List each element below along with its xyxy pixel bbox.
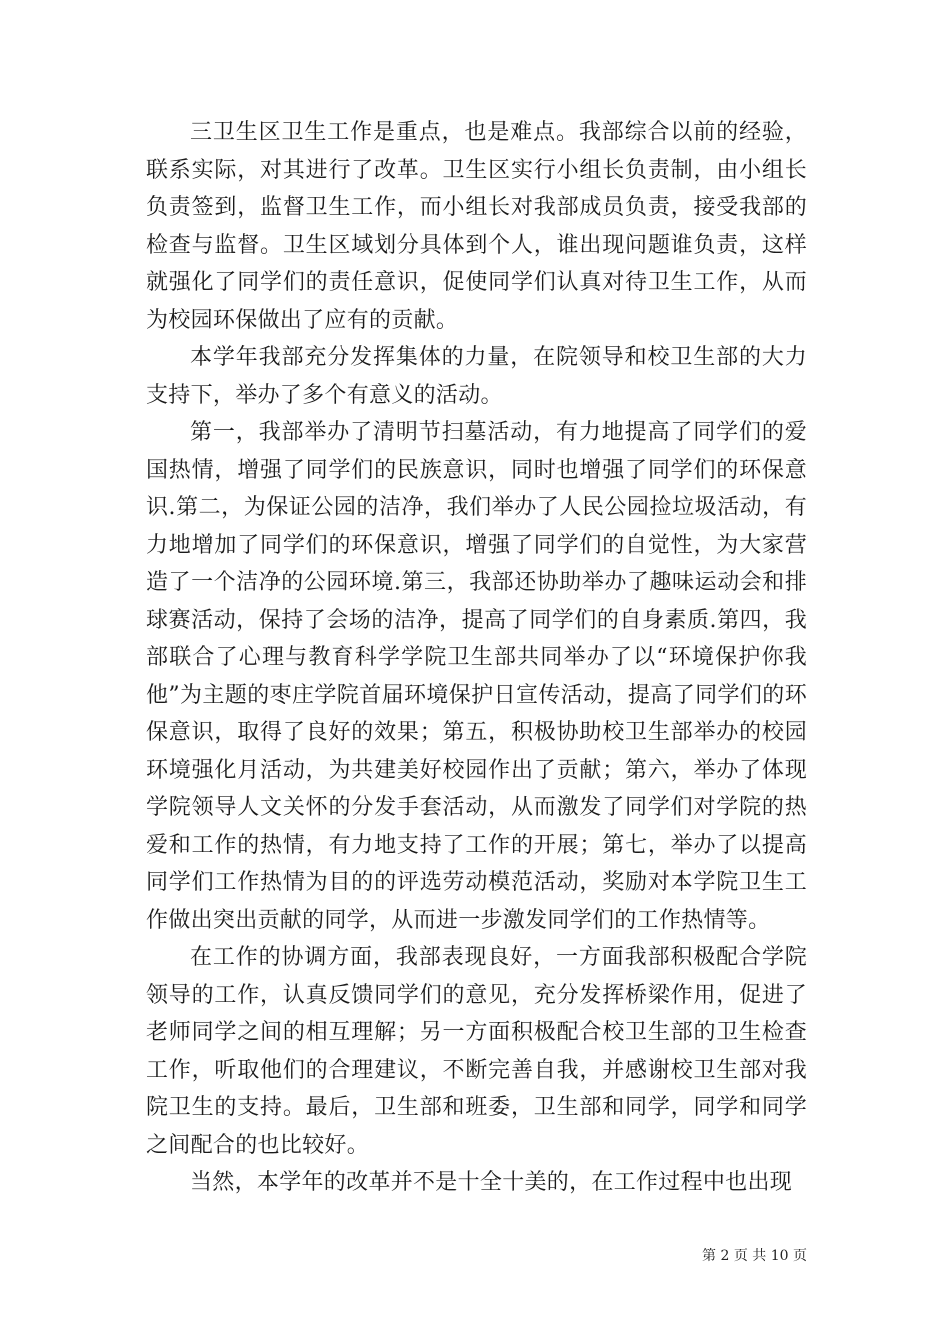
paragraph-activities-intro: 本学年我部充分发挥集体的力量，在院领导和校卫生部的大力支持下，举办了多个有意义的活动。 bbox=[146, 345, 807, 408]
paragraph-coordination: 在工作的协调方面，我部表现良好，一方面我部积极配合学院领导的工作，认真反馈同学们的意见，充分发挥桥梁作用，促进了老师同学之间的相互理解；另一方面积极配合校卫生部的卫生检查工作，听取他们的合理建议，不断完善自我，并感谢校卫生部对我院卫生的支持。最后，卫生部和班委，卫生部和同学，同学和同学之间配合的也比较好。 bbox=[146, 945, 807, 1158]
paragraph-sanitation-zone: 三卫生区卫生工作是重点，也是难点。我部综合以前的经验，联系实际，对其进行了改革。卫生区实行小组长负责制，由小组长负责签到，监督卫生工作，而小组长对我部成员负责，接受我部的检查与监督。卫生区域划分具体到个人，谁出现问题谁负责，这样就强化了同学们的责任意识，促使同学们认真对待卫生工作，从而为校园环保做出了应有的贡献。 bbox=[146, 120, 807, 333]
document-body bbox=[146, 114, 807, 1202]
paragraph-reform-shortcomings: 当然，本学年的改革并不是十全十美的，在工作过程中也出现 bbox=[190, 1170, 793, 1195]
page-number-footer: 第 2 页 共 10 页 bbox=[702, 1248, 807, 1264]
paragraph-activities-list: 第一，我部举办了清明节扫墓活动，有力地提高了同学们的爱国热情，增强了同学们的民族意识，同时也增强了同学们的环保意识.第二，为保证公园的洁净，我们举办了人民公园捡垃圾活动，有力地增加了同学们的环保意识，增强了同学们的自觉性，为大家营造了一个洁净的公园环境.第三，我部还协助举办了趣味运动会和排球赛活动，保持了会场的洁净，提高了同学们的自身素质.第四，我部联合了心理与教育科学学院卫生部共同举办了以“环境保护你我他”为主题的枣庄学院首届环境保护日宣传活动，提高了同学们的环保意识，取得了良好的效果；第五，积极协助校卫生部举办的校园环境强化月活动，为共建美好校园作出了贡献；第六，举办了体现学院领导人文关怀的分发手套活动，从而激发了同学们对学院的热爱和工作的热情，有力地支持了工作的开展；第七，举办了以提高同学们工作热情为目的的评选劳动模范活动，奖励对本学院卫生工作做出突出贡献的同学，从而进一步激发同学们的工作热情等。 bbox=[146, 420, 807, 933]
